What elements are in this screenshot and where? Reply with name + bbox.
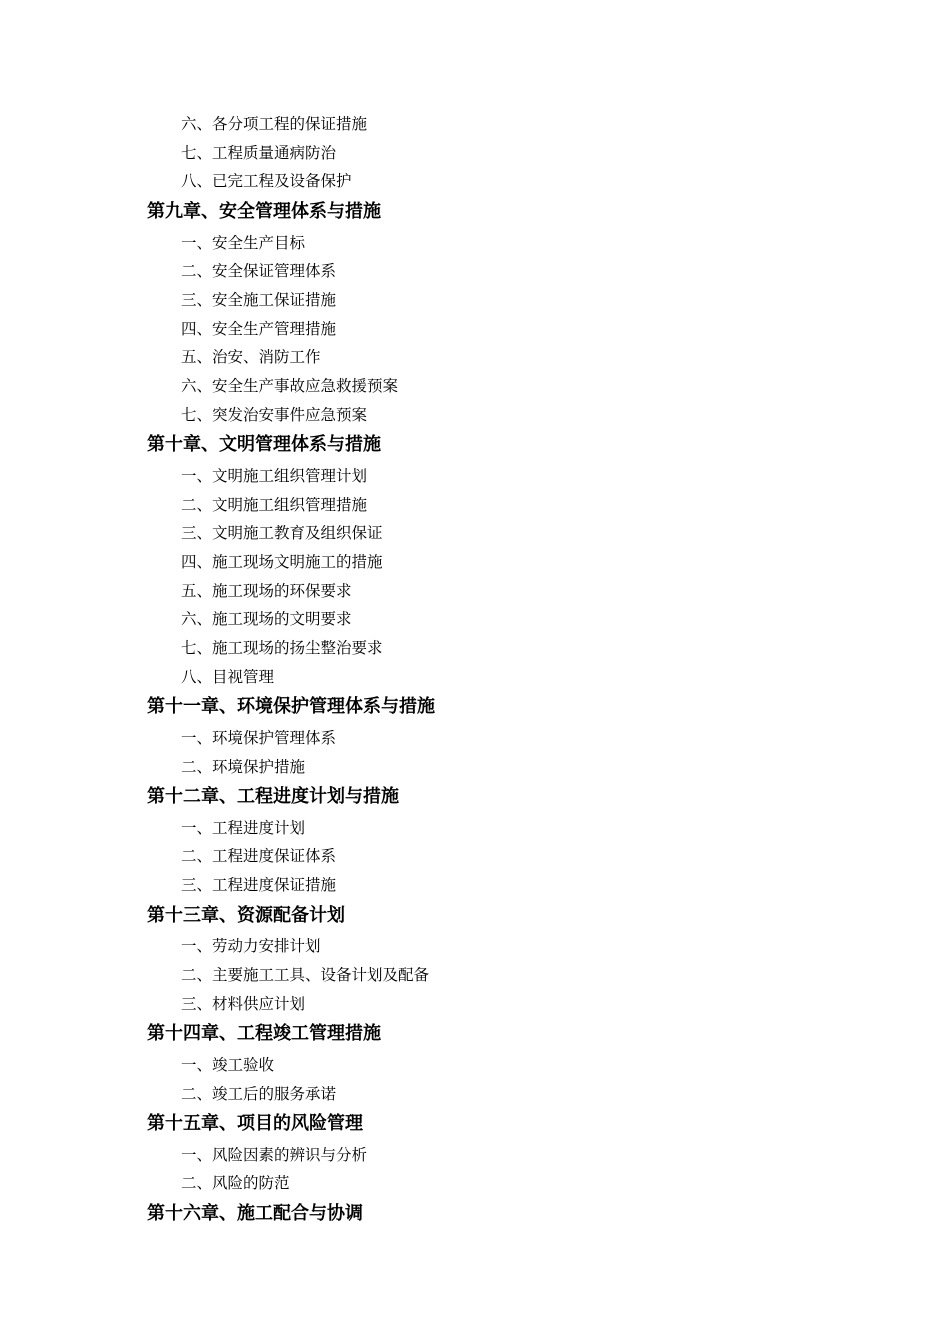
toc-section-entry: 五、治安、消防工作 <box>181 348 321 367</box>
toc-section-entry: 八、已完工程及设备保护 <box>181 172 352 191</box>
toc-section-entry: 三、文明施工教育及组织保证 <box>181 524 383 543</box>
toc-section-entry: 三、材料供应计划 <box>181 994 306 1013</box>
toc-section-entry: 一、环境保护管理体系 <box>181 728 337 747</box>
toc-section-entry: 八、目视管理 <box>181 667 275 686</box>
toc-section-entry: 六、安全生产事故应急救援预案 <box>181 377 399 395</box>
toc-section-entry: 四、施工现场文明施工的措施 <box>181 552 383 571</box>
toc-chapter-heading: 第十一章、环境保护管理体系与措施 <box>147 696 435 718</box>
toc-section-entry: 七、工程质量通病防治 <box>181 143 337 162</box>
toc-section-entry: 一、安全生产目标 <box>181 233 306 252</box>
toc-section-entry: 一、工程进度计划 <box>181 818 306 837</box>
toc-section-entry: 一、文明施工组织管理计划 <box>181 466 368 485</box>
toc-section-entry: 七、突发治安事件应急预案 <box>181 405 368 424</box>
toc-section-entry: 一、竣工验收 <box>181 1055 275 1074</box>
toc-section-entry: 一、劳动力安排计划 <box>181 937 321 956</box>
toc-chapter-heading: 第十三章、资源配备计划 <box>147 904 345 926</box>
toc-chapter-heading: 第十二章、工程进度计划与措施 <box>147 786 399 808</box>
table-of-contents <box>0 110 950 1231</box>
toc-chapter-heading: 第十章、文明管理体系与措施 <box>147 434 381 456</box>
toc-section-entry: 二、竣工后的服务承诺 <box>181 1084 337 1103</box>
toc-section-entry: 六、施工现场的文明要求 <box>181 610 352 629</box>
toc-section-entry: 三、工程进度保证措施 <box>181 876 337 895</box>
toc-section-entry: 二、文明施工组织管理措施 <box>181 495 368 514</box>
toc-chapter-heading: 第十四章、工程竣工管理措施 <box>147 1023 381 1045</box>
toc-section-entry: 七、施工现场的扬尘整治要求 <box>181 639 383 657</box>
toc-section-entry: 二、工程进度保证体系 <box>181 847 337 866</box>
toc-section-entry: 二、安全保证管理体系 <box>181 262 337 281</box>
toc-section-entry: 四、安全生产管理措施 <box>181 319 337 338</box>
toc-section-entry: 三、安全施工保证措施 <box>181 290 337 309</box>
toc-section-entry: 六、各分项工程的保证措施 <box>181 115 368 133</box>
toc-chapter-heading: 第十六章、施工配合与协调 <box>147 1203 363 1225</box>
toc-section-entry: 二、环境保护措施 <box>181 757 306 776</box>
toc-section-entry: 一、风险因素的辨识与分析 <box>181 1145 368 1164</box>
toc-section-entry: 二、风险的防范 <box>181 1174 290 1193</box>
toc-section-entry: 五、施工现场的环保要求 <box>181 581 352 600</box>
toc-chapter-heading: 第十五章、项目的风险管理 <box>147 1113 363 1135</box>
toc-chapter-heading: 第九章、安全管理体系与措施 <box>147 201 381 223</box>
toc-section-entry: 二、主要施工工具、设备计划及配备 <box>181 966 430 984</box>
